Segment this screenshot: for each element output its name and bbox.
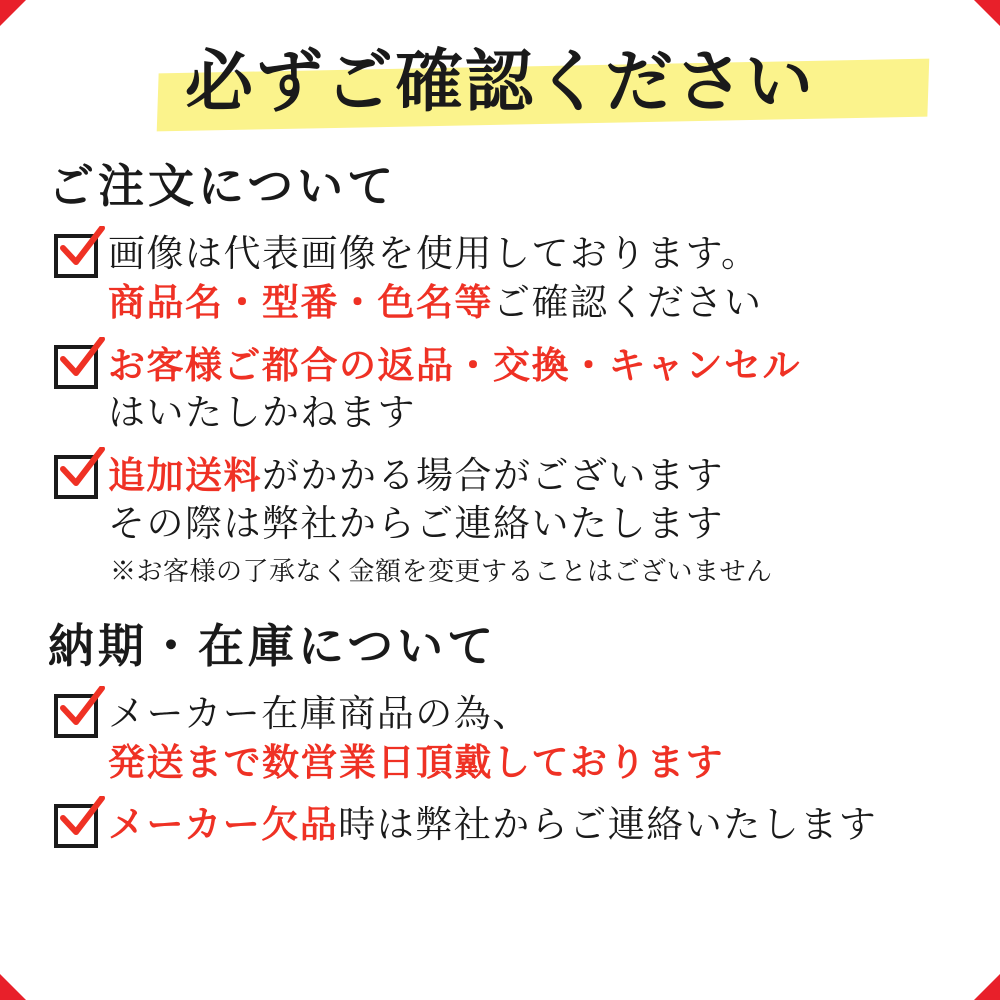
list-item-line-tail: がかかる場合がございます (262, 454, 724, 497)
page-title: 必ずご確認ください (184, 42, 815, 122)
list-item-line: お客様ご都合の返品・交換・キャンセル (108, 343, 801, 387)
emphasis-text: メーカー欠品 (108, 802, 339, 846)
section-title: ご注文について (48, 159, 398, 213)
list-item (54, 230, 960, 327)
list-item-line (108, 451, 960, 500)
list-item (54, 341, 960, 437)
checkbox-checked-icon (54, 804, 98, 848)
list-item-line-tail: ご確認ください (493, 281, 763, 324)
list-item-note: ※お客様の了承なく金額を変更することはございません (110, 557, 773, 587)
checkbox-checked-icon (54, 455, 98, 499)
section-title: 納期・在庫について (48, 619, 498, 673)
list-item (54, 800, 960, 849)
section-delivery-stock (40, 610, 960, 849)
emphasis-text: 商品名・型番・色名等 (108, 280, 493, 324)
corner-decoration-bottom-left (0, 974, 26, 1000)
list-item-line-tail: 時は弊社からご連絡いたします (338, 803, 878, 846)
list-item-line (108, 278, 960, 327)
list-item-line: はいたしかねます (108, 391, 416, 434)
checkbox-checked-icon (54, 345, 98, 389)
list-item-line: 画像は代表画像を使用しております。 (108, 232, 760, 275)
list-item (54, 451, 960, 592)
headline-block (40, 36, 960, 132)
list-item-line (108, 800, 960, 849)
list-item-line: その際は弊社からご連絡いたします (108, 502, 724, 545)
corner-decoration-top-left (0, 0, 26, 26)
list-item (54, 690, 960, 786)
section-orders (40, 150, 960, 592)
corner-decoration-bottom-right (974, 974, 1000, 1000)
corner-decoration-top-right (974, 0, 1000, 26)
emphasis-text: 追加送料 (108, 453, 262, 497)
list-item-line: メーカー在庫商品の為、 (108, 692, 531, 735)
checkbox-checked-icon (54, 694, 98, 738)
list-item-line: 発送まで数営業日頂戴しております (108, 740, 724, 784)
checkbox-checked-icon (54, 234, 98, 278)
